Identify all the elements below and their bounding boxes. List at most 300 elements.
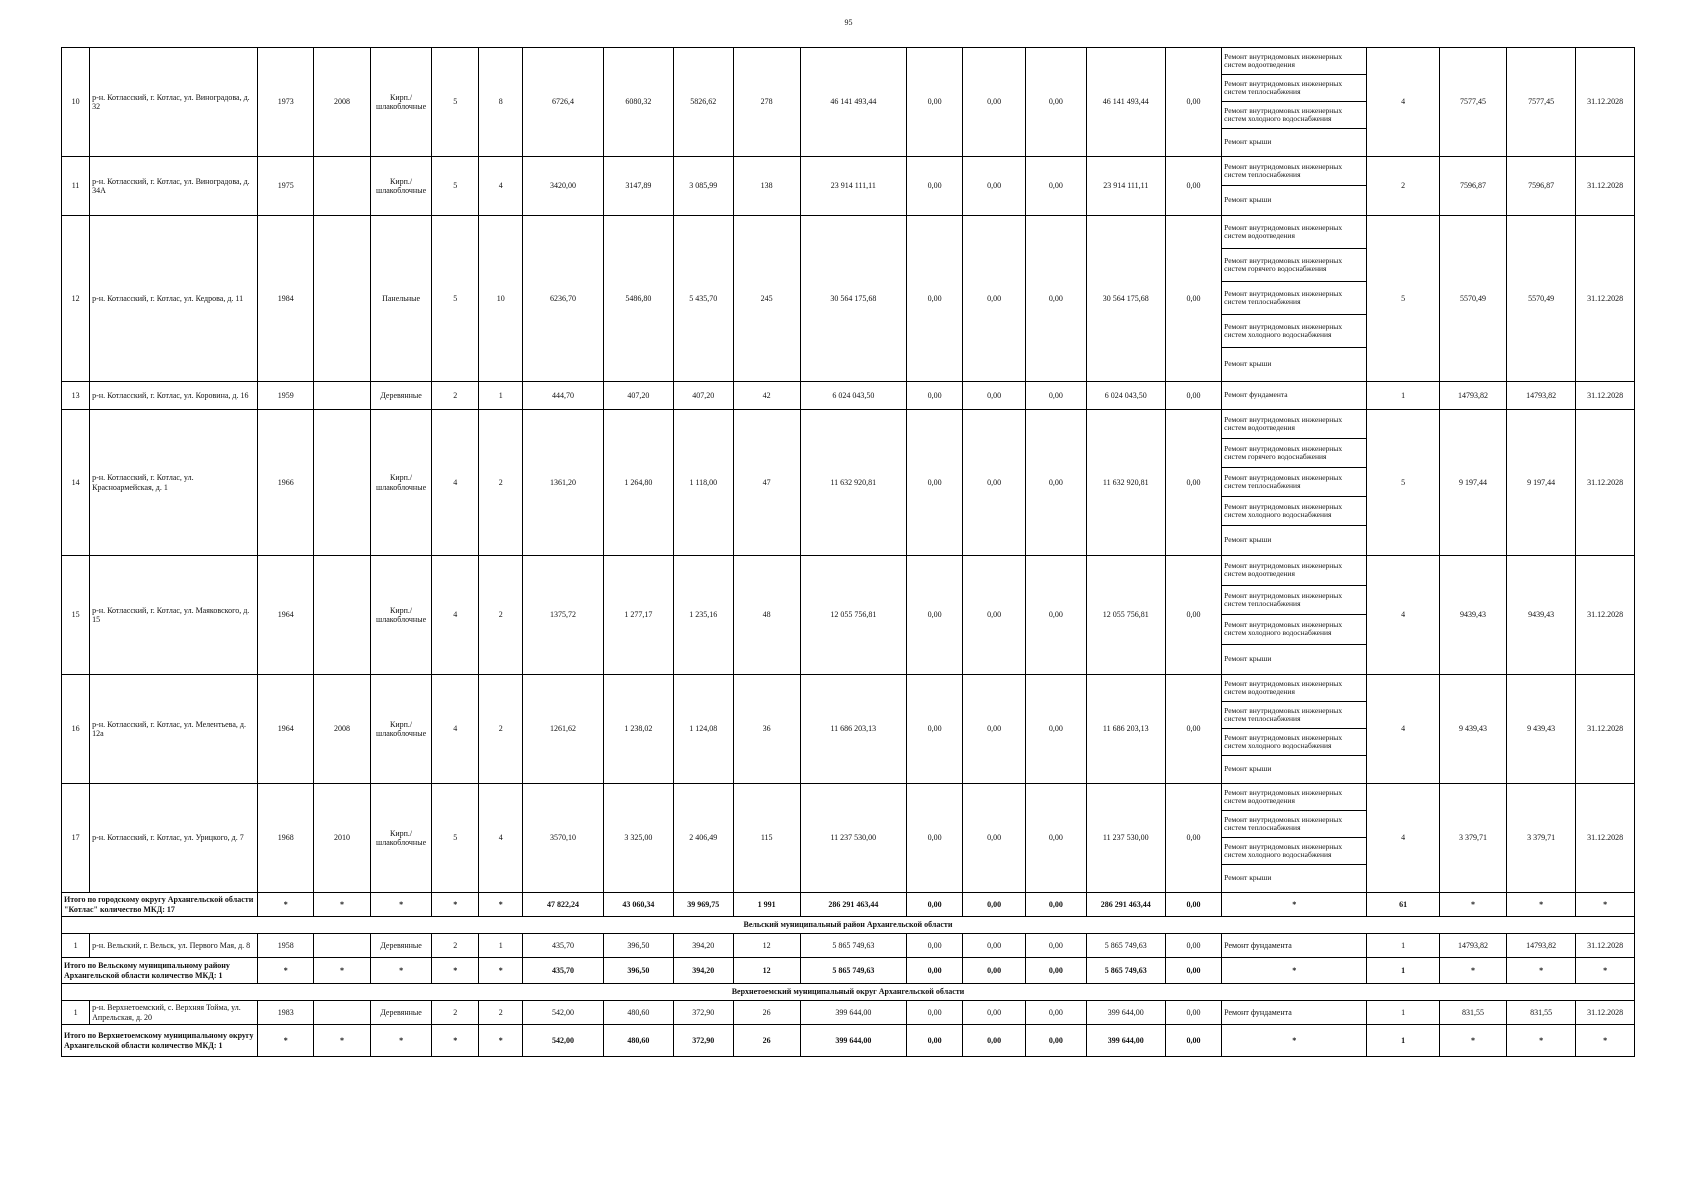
works-list [1222, 382, 1367, 410]
total-area-total: 47 822,24 [523, 893, 603, 917]
cell-no: 17 [62, 784, 90, 893]
cell-f2: 0,00 [963, 1001, 1026, 1025]
cell-f5: 0,00 [1165, 410, 1221, 556]
work-item: Ремонт крыши [1224, 359, 1272, 369]
cell-walls: Кирп./ шлакоблочные [370, 556, 432, 675]
cell-year-built: 1973 [258, 48, 314, 157]
works-list [1222, 556, 1367, 675]
cell-entrances: 4 [479, 157, 523, 216]
total-star: * [314, 893, 370, 917]
total-f3: 0,00 [1026, 958, 1087, 984]
cell-deadline: 31.12.2028 [1576, 934, 1635, 958]
cell-cost-total: 23 914 111,11 [800, 157, 906, 216]
cell-address: р-н. Котласский, г. Котлас, ул. Урицкого, д. 7 [90, 784, 258, 893]
cell-residents: 26 [733, 1001, 800, 1025]
work-item: Ремонт внутридомовых инженерных систем водоотведения [1222, 784, 1366, 811]
cell-year-built: 1968 [258, 784, 314, 893]
cell-area-a: 407,20 [603, 382, 673, 410]
work-item: Ремонт внутридомовых инженерных систем теплоснабжения [1222, 157, 1366, 186]
cell-year-repair [314, 382, 370, 410]
total-star: * [258, 893, 314, 917]
cell-f4: 6 024 043,50 [1086, 382, 1165, 410]
cell-deadline: 31.12.2028 [1576, 675, 1635, 784]
cell-floors: 2 [432, 934, 479, 958]
work-item: Ремонт внутридомовых инженерных систем теплоснабжения [1222, 282, 1366, 315]
cell-works-count: 4 [1367, 784, 1440, 893]
works-list [1222, 216, 1367, 382]
cell-entrances: 8 [479, 48, 523, 157]
total-f4: 5 865 749,63 [1086, 958, 1165, 984]
total-area-b: 394,20 [674, 958, 734, 984]
works-list [1222, 410, 1367, 556]
cell-area-total: 1361,20 [523, 410, 603, 556]
cell-deadline: 31.12.2028 [1576, 48, 1635, 157]
total-row [62, 958, 1635, 984]
cell-address: р-н. Котласский, г. Котлас, ул. Красноармейская, д. 1 [90, 410, 258, 556]
cell-area-b: 372,90 [674, 1001, 734, 1025]
work-item: Ремонт фундамента [1222, 934, 1367, 958]
total-f4: 286 291 463,44 [1086, 893, 1165, 917]
cell-area-a: 1 277,17 [603, 556, 673, 675]
table-row [62, 216, 1635, 382]
cell-works-count: 4 [1367, 556, 1440, 675]
total-star: * [479, 893, 523, 917]
cell-residents: 138 [733, 157, 800, 216]
total-f5: 0,00 [1165, 1025, 1221, 1057]
cell-area-a: 480,60 [603, 1001, 673, 1025]
cell-entrances: 1 [479, 382, 523, 410]
cell-year-built: 1964 [258, 556, 314, 675]
cell-area-b: 407,20 [674, 382, 734, 410]
work-item: Ремонт внутридомовых инженерных систем водоотведения [1222, 48, 1366, 75]
cell-address: р-н. Вельский, г. Вельск, ул. Первого Мая, д. 8 [90, 934, 258, 958]
cell-year-built: 1983 [258, 1001, 314, 1025]
cell-cost-total: 11 237 530,00 [800, 784, 906, 893]
cell-cost-sqm: 9 439,43 [1439, 675, 1506, 784]
cell-works-count: 5 [1367, 410, 1440, 556]
cell-floors: 4 [432, 556, 479, 675]
cell-cost-total: 5 865 749,63 [800, 934, 906, 958]
cell-cost-total: 46 141 493,44 [800, 48, 906, 157]
cell-walls: Кирп./ шлакоблочные [370, 675, 432, 784]
total-f3: 0,00 [1026, 1025, 1087, 1057]
cell-no: 1 [62, 934, 90, 958]
cell-f3: 0,00 [1026, 556, 1087, 675]
cell-no: 15 [62, 556, 90, 675]
cell-f3: 0,00 [1026, 157, 1087, 216]
cell-no: 13 [62, 382, 90, 410]
cell-f2: 0,00 [963, 934, 1026, 958]
total-area-total: 542,00 [523, 1025, 603, 1057]
cell-f5: 0,00 [1165, 48, 1221, 157]
cell-deadline: 31.12.2028 [1576, 1001, 1635, 1025]
work-item: Ремонт крыши [1224, 764, 1272, 774]
cell-f5: 0,00 [1165, 382, 1221, 410]
total-area-a: 396,50 [603, 958, 673, 984]
cell-limit-sqm: 9439,43 [1507, 556, 1576, 675]
total-f1: 0,00 [906, 1025, 962, 1057]
total-star: * [1439, 958, 1506, 984]
section-header: Вельский муниципальный район Архангельской области [62, 917, 1635, 934]
cell-limit-sqm: 14793,82 [1507, 382, 1576, 410]
total-label: Итого по Вельскому муниципальному району Архангельской области количество МКД: 1 [62, 958, 258, 984]
cell-year-repair [314, 410, 370, 556]
cell-limit-sqm: 7577,45 [1507, 48, 1576, 157]
cell-year-repair [314, 556, 370, 675]
cell-address: р-н. Котласский, г. Котлас, ул. Виноградова, д. 34А [90, 157, 258, 216]
cell-address: р-н. Котласский, г. Котлас, ул. Маяковского, д. 15 [90, 556, 258, 675]
cell-no: 11 [62, 157, 90, 216]
cell-year-repair: 2010 [314, 784, 370, 893]
cell-limit-sqm: 3 379,71 [1507, 784, 1576, 893]
cell-area-a: 3147,89 [603, 157, 673, 216]
cell-f5: 0,00 [1165, 556, 1221, 675]
cell-f1: 0,00 [906, 216, 962, 382]
cell-address: р-н. Верхнетоемский, с. Верхняя Тойма, ул. Апрельская, д. 20 [90, 1001, 258, 1025]
total-f1: 0,00 [906, 893, 962, 917]
total-star: * [314, 1025, 370, 1057]
cell-f1: 0,00 [906, 556, 962, 675]
cell-entrances: 2 [479, 675, 523, 784]
cell-floors: 2 [432, 382, 479, 410]
cell-f1: 0,00 [906, 934, 962, 958]
cell-cost-sqm: 7596,87 [1439, 157, 1506, 216]
total-works-count: 1 [1367, 958, 1440, 984]
cell-area-total: 444,70 [523, 382, 603, 410]
work-item: Ремонт фундамента [1224, 390, 1288, 400]
cell-no: 1 [62, 1001, 90, 1025]
cell-f2: 0,00 [963, 675, 1026, 784]
cell-year-repair [314, 1001, 370, 1025]
cell-walls: Деревянные [370, 1001, 432, 1025]
cell-entrances: 10 [479, 216, 523, 382]
cell-f4: 5 865 749,63 [1086, 934, 1165, 958]
cell-cost-total: 11 686 203,13 [800, 675, 906, 784]
cell-works-count: 1 [1367, 382, 1440, 410]
cell-area-a: 6080,32 [603, 48, 673, 157]
total-area-a: 480,60 [603, 1025, 673, 1057]
work-item: Ремонт внутридомовых инженерных систем холодного водоснабжения [1222, 497, 1366, 526]
work-item: Ремонт крыши [1224, 195, 1272, 205]
work-item: Ремонт внутридомовых инженерных систем горячего водоснабжения [1222, 439, 1366, 468]
cell-f4: 23 914 111,11 [1086, 157, 1165, 216]
cell-entrances: 2 [479, 1001, 523, 1025]
cell-cost-total: 12 055 756,81 [800, 556, 906, 675]
cell-area-total: 6236,70 [523, 216, 603, 382]
cell-f1: 0,00 [906, 157, 962, 216]
cell-deadline: 31.12.2028 [1576, 216, 1635, 382]
cell-f3: 0,00 [1026, 784, 1087, 893]
cell-f1: 0,00 [906, 675, 962, 784]
total-label: Итого по Верхнетоемскому муниципальному округу Архангельской области количество МКД: 1 [62, 1025, 258, 1057]
cell-residents: 36 [733, 675, 800, 784]
cell-floors: 5 [432, 48, 479, 157]
cell-walls: Кирп./ шлакоблочные [370, 157, 432, 216]
cell-area-b: 3 085,99 [674, 157, 734, 216]
cell-works-count: 1 [1367, 934, 1440, 958]
cell-deadline: 31.12.2028 [1576, 382, 1635, 410]
work-item: Ремонт крыши [1224, 654, 1272, 664]
cell-walls: Кирп./ шлакоблочные [370, 410, 432, 556]
works-list [1222, 675, 1367, 784]
cell-f2: 0,00 [963, 48, 1026, 157]
cell-area-b: 394,20 [674, 934, 734, 958]
cell-residents: 48 [733, 556, 800, 675]
cell-f4: 46 141 493,44 [1086, 48, 1165, 157]
cell-works-count: 2 [1367, 157, 1440, 216]
work-item: Ремонт фундамента [1222, 1001, 1367, 1025]
total-star: * [1507, 958, 1576, 984]
cell-f4: 11 632 920,81 [1086, 410, 1165, 556]
total-f4: 399 644,00 [1086, 1025, 1165, 1057]
cell-limit-sqm: 5570,49 [1507, 216, 1576, 382]
work-item: Ремонт внутридомовых инженерных систем теплоснабжения [1222, 702, 1366, 729]
total-f1: 0,00 [906, 958, 962, 984]
total-f5: 0,00 [1165, 893, 1221, 917]
total-works-count: 1 [1367, 1025, 1440, 1057]
cell-area-b: 2 406,49 [674, 784, 734, 893]
cell-address: р-н. Котласский, г. Котлас, ул. Кедрова, д. 11 [90, 216, 258, 382]
cell-deadline: 31.12.2028 [1576, 784, 1635, 893]
cell-cost-total: 11 632 920,81 [800, 410, 906, 556]
table-row [62, 48, 1635, 157]
total-star: * [370, 1025, 432, 1057]
total-residents: 12 [733, 958, 800, 984]
cell-f5: 0,00 [1165, 1001, 1221, 1025]
cell-cost-sqm: 9439,43 [1439, 556, 1506, 675]
work-item: Ремонт внутридомовых инженерных систем теплоснабжения [1222, 75, 1366, 102]
total-f5: 0,00 [1165, 958, 1221, 984]
cell-f1: 0,00 [906, 410, 962, 556]
cell-year-repair [314, 216, 370, 382]
cell-area-total: 542,00 [523, 1001, 603, 1025]
table-row [62, 410, 1635, 556]
total-cost-total: 5 865 749,63 [800, 958, 906, 984]
cell-limit-sqm: 9 197,44 [1507, 410, 1576, 556]
cell-year-built: 1958 [258, 934, 314, 958]
cell-f4: 12 055 756,81 [1086, 556, 1165, 675]
cell-no: 16 [62, 675, 90, 784]
cell-f4: 30 564 175,68 [1086, 216, 1165, 382]
total-star: * [432, 958, 479, 984]
cell-limit-sqm: 14793,82 [1507, 934, 1576, 958]
table-row [62, 934, 1635, 958]
total-star: * [1507, 893, 1576, 917]
cell-area-a: 5486,80 [603, 216, 673, 382]
table-row [62, 157, 1635, 216]
cell-floors: 5 [432, 784, 479, 893]
work-item: Ремонт крыши [1224, 535, 1272, 545]
total-residents: 26 [733, 1025, 800, 1057]
cell-cost-sqm: 14793,82 [1439, 382, 1506, 410]
cell-residents: 42 [733, 382, 800, 410]
works-list [1222, 48, 1367, 157]
total-star: * [1576, 1025, 1635, 1057]
cell-floors: 5 [432, 157, 479, 216]
total-star: * [1576, 958, 1635, 984]
cell-cost-sqm: 3 379,71 [1439, 784, 1506, 893]
cell-address: р-н. Котласский, г. Котлас, ул. Виноградова, д. 32 [90, 48, 258, 157]
work-item: Ремонт внутридомовых инженерных систем водоотведения [1222, 675, 1366, 702]
cell-no: 12 [62, 216, 90, 382]
total-cost-total: 399 644,00 [800, 1025, 906, 1057]
work-item: Ремонт внутридомовых инженерных систем водоотведения [1222, 556, 1366, 586]
table-row [62, 382, 1635, 410]
cell-f2: 0,00 [963, 157, 1026, 216]
cell-area-total: 3420,00 [523, 157, 603, 216]
cell-f3: 0,00 [1026, 48, 1087, 157]
cell-residents: 245 [733, 216, 800, 382]
section-row [62, 984, 1635, 1001]
work-item: Ремонт внутридомовых инженерных систем теплоснабжения [1222, 586, 1366, 616]
cell-year-repair [314, 157, 370, 216]
cell-f2: 0,00 [963, 784, 1026, 893]
cell-year-repair: 2008 [314, 675, 370, 784]
cell-residents: 115 [733, 784, 800, 893]
cell-f4: 399 644,00 [1086, 1001, 1165, 1025]
cell-f5: 0,00 [1165, 157, 1221, 216]
work-item: Ремонт внутридомовых инженерных систем теплоснабжения [1222, 468, 1366, 497]
total-f3: 0,00 [1026, 893, 1087, 917]
cell-floors: 4 [432, 410, 479, 556]
cell-f3: 0,00 [1026, 382, 1087, 410]
total-star: * [1439, 1025, 1506, 1057]
cell-f5: 0,00 [1165, 934, 1221, 958]
total-star: * [1222, 958, 1367, 984]
work-item: Ремонт внутридомовых инженерных систем холодного водоснабжения [1222, 102, 1366, 129]
cell-area-a: 3 325,00 [603, 784, 673, 893]
cell-f3: 0,00 [1026, 675, 1087, 784]
total-row [62, 1025, 1635, 1057]
cell-limit-sqm: 9 439,43 [1507, 675, 1576, 784]
work-item: Ремонт внутридомовых инженерных систем холодного водоснабжения [1222, 729, 1366, 756]
cell-area-total: 435,70 [523, 934, 603, 958]
total-star: * [370, 893, 432, 917]
cell-year-built: 1964 [258, 675, 314, 784]
total-area-a: 43 060,34 [603, 893, 673, 917]
cell-f1: 0,00 [906, 784, 962, 893]
cell-deadline: 31.12.2028 [1576, 157, 1635, 216]
capital-repair-table [61, 47, 1635, 1057]
work-item: Ремонт крыши [1224, 137, 1272, 147]
total-area-b: 39 969,75 [674, 893, 734, 917]
cell-year-built: 1975 [258, 157, 314, 216]
total-star: * [314, 958, 370, 984]
total-star: * [1222, 1025, 1367, 1057]
cell-entrances: 2 [479, 556, 523, 675]
cell-floors: 5 [432, 216, 479, 382]
table-row [62, 675, 1635, 784]
cell-area-total: 6726,4 [523, 48, 603, 157]
total-star: * [479, 958, 523, 984]
total-row [62, 893, 1635, 917]
total-label: Итого по городскому округу Архангельской области "Котлас" количество МКД: 17 [62, 893, 258, 917]
section-row [62, 917, 1635, 934]
work-item: Ремонт крыши [1224, 873, 1272, 883]
cell-cost-total: 30 564 175,68 [800, 216, 906, 382]
cell-entrances: 1 [479, 934, 523, 958]
total-star: * [1439, 893, 1506, 917]
cell-address: р-н. Котласский, г. Котлас, ул. Коровина, д. 16 [90, 382, 258, 410]
cell-limit-sqm: 7596,87 [1507, 157, 1576, 216]
cell-year-built: 1984 [258, 216, 314, 382]
work-item: Ремонт внутридомовых инженерных систем водоотведения [1222, 216, 1366, 249]
cell-area-a: 396,50 [603, 934, 673, 958]
total-star: * [258, 1025, 314, 1057]
cell-works-count: 4 [1367, 675, 1440, 784]
cell-f3: 0,00 [1026, 1001, 1087, 1025]
cell-f5: 0,00 [1165, 784, 1221, 893]
total-f2: 0,00 [963, 958, 1026, 984]
table-row [62, 556, 1635, 675]
table-row [62, 1001, 1635, 1025]
cell-year-built: 1959 [258, 382, 314, 410]
total-f2: 0,00 [963, 1025, 1026, 1057]
cell-f2: 0,00 [963, 410, 1026, 556]
cell-cost-sqm: 5570,49 [1439, 216, 1506, 382]
total-star: * [258, 958, 314, 984]
cell-no: 14 [62, 410, 90, 556]
total-star: * [432, 1025, 479, 1057]
cell-f4: 11 686 203,13 [1086, 675, 1165, 784]
work-item: Ремонт внутридомовых инженерных систем холодного водоснабжения [1222, 315, 1366, 348]
cell-floors: 4 [432, 675, 479, 784]
total-residents: 1 991 [733, 893, 800, 917]
cell-f2: 0,00 [963, 216, 1026, 382]
cell-area-total: 1375,72 [523, 556, 603, 675]
cell-entrances: 2 [479, 410, 523, 556]
cell-walls: Деревянные [370, 382, 432, 410]
cell-f3: 0,00 [1026, 216, 1087, 382]
cell-walls: Панельные [370, 216, 432, 382]
cell-f3: 0,00 [1026, 934, 1087, 958]
cell-works-count: 4 [1367, 48, 1440, 157]
cell-f4: 11 237 530,00 [1086, 784, 1165, 893]
cell-area-a: 1 238,02 [603, 675, 673, 784]
cell-year-repair: 2008 [314, 48, 370, 157]
work-item: Ремонт внутридомовых инженерных систем теплоснабжения [1222, 811, 1366, 838]
cell-works-count: 1 [1367, 1001, 1440, 1025]
total-works-count: 61 [1367, 893, 1440, 917]
cell-f5: 0,00 [1165, 675, 1221, 784]
cell-walls: Деревянные [370, 934, 432, 958]
cell-limit-sqm: 831,55 [1507, 1001, 1576, 1025]
total-star: * [479, 1025, 523, 1057]
work-item: Ремонт внутридомовых инженерных систем горячего водоснабжения [1222, 249, 1366, 282]
work-item: Ремонт внутридомовых инженерных систем водоотведения [1222, 410, 1366, 439]
cell-cost-sqm: 7577,45 [1439, 48, 1506, 157]
cell-area-b: 5 435,70 [674, 216, 734, 382]
table-row [62, 784, 1635, 893]
total-star: * [370, 958, 432, 984]
works-list [1222, 157, 1367, 216]
works-list [1222, 784, 1367, 893]
cell-address: р-н. Котласский, г. Котлас, ул. Мелентьева, д. 12а [90, 675, 258, 784]
cell-residents: 47 [733, 410, 800, 556]
cell-area-a: 1 264,80 [603, 410, 673, 556]
cell-walls: Кирп./ шлакоблочные [370, 48, 432, 157]
cell-f2: 0,00 [963, 556, 1026, 675]
work-item: Ремонт внутридомовых инженерных систем холодного водоснабжения [1222, 838, 1366, 865]
cell-f1: 0,00 [906, 48, 962, 157]
cell-area-b: 1 118,00 [674, 410, 734, 556]
cell-residents: 278 [733, 48, 800, 157]
cell-area-total: 3570,10 [523, 784, 603, 893]
cell-year-repair [314, 934, 370, 958]
work-item: Ремонт внутридомовых инженерных систем холодного водоснабжения [1222, 615, 1366, 645]
cell-area-b: 1 235,16 [674, 556, 734, 675]
cell-works-count: 5 [1367, 216, 1440, 382]
